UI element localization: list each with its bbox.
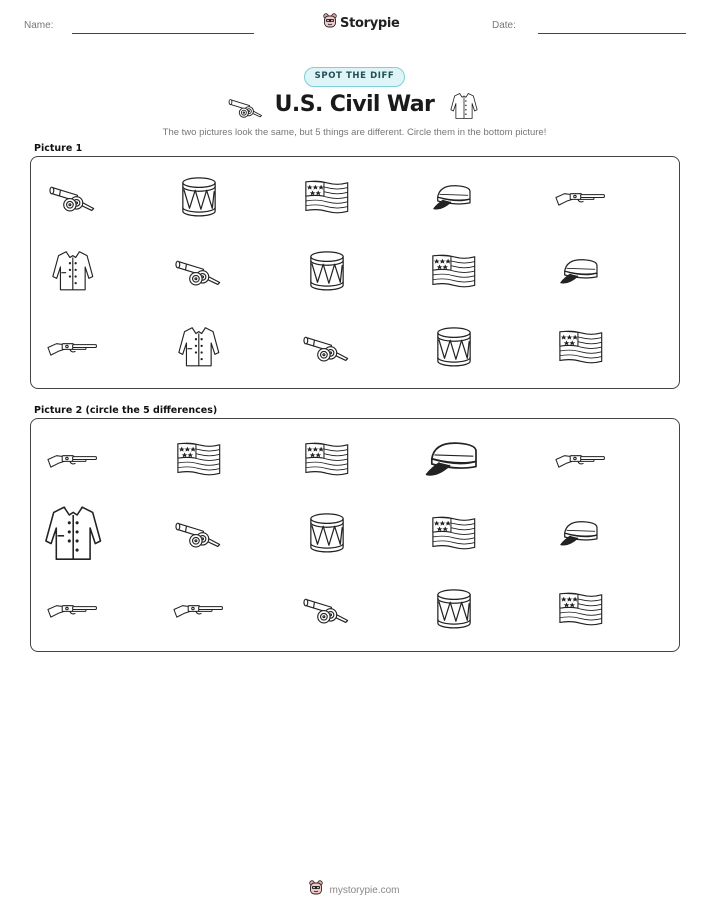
jacket-icon bbox=[176, 324, 222, 370]
flag-icon[interactable] bbox=[176, 442, 222, 476]
page-title: U.S. Civil War bbox=[274, 92, 435, 117]
rifle-icon bbox=[47, 338, 98, 357]
picture-1-panel bbox=[30, 156, 680, 389]
picture-1-label: Picture 1 bbox=[34, 143, 83, 154]
jacket-icon[interactable] bbox=[42, 502, 104, 564]
rifle-icon[interactable] bbox=[555, 450, 606, 469]
drum-icon[interactable] bbox=[308, 512, 346, 554]
date-label: Date: bbox=[492, 20, 516, 31]
footer-url[interactable]: mystorypie.com bbox=[329, 884, 400, 896]
rifle-icon[interactable] bbox=[173, 600, 224, 619]
rifle-icon bbox=[555, 188, 606, 207]
flag-icon[interactable] bbox=[558, 592, 604, 626]
cannon-icon[interactable] bbox=[175, 517, 223, 549]
cap-icon bbox=[432, 182, 476, 212]
storypie-mascot-icon bbox=[323, 13, 337, 33]
rifle-icon[interactable] bbox=[47, 600, 98, 619]
rifle-icon[interactable] bbox=[47, 450, 98, 469]
brand-logo bbox=[323, 13, 400, 33]
instructions-text: The two pictures look the same, but 5 things are different. Circle them in the bottom picture! bbox=[162, 127, 547, 138]
cap-icon[interactable] bbox=[424, 438, 484, 480]
flag-icon[interactable] bbox=[431, 516, 477, 550]
drum-icon bbox=[435, 326, 473, 368]
brand-name: Storypie bbox=[340, 15, 400, 31]
cannon-icon bbox=[303, 331, 351, 363]
drum-icon bbox=[308, 250, 346, 292]
spot-the-diff-badge: SPOT THE DIFF bbox=[304, 67, 405, 87]
flag-icon[interactable] bbox=[304, 442, 350, 476]
footer bbox=[0, 880, 709, 900]
cannon-icon bbox=[49, 181, 97, 213]
drum-icon bbox=[180, 176, 218, 218]
storypie-mascot-icon bbox=[309, 880, 323, 900]
flag-icon bbox=[304, 180, 350, 214]
flag-icon bbox=[431, 254, 477, 288]
jacket-icon bbox=[449, 91, 479, 125]
cannon-icon[interactable] bbox=[303, 593, 351, 625]
picture-2-panel[interactable] bbox=[30, 418, 680, 652]
flag-icon bbox=[558, 330, 604, 364]
jacket-icon bbox=[50, 248, 96, 294]
date-line[interactable] bbox=[538, 33, 686, 34]
name-label: Name: bbox=[24, 20, 54, 31]
picture-2-label: Picture 2 (circle the 5 differences) bbox=[34, 405, 218, 416]
cap-icon bbox=[559, 256, 603, 286]
cannon-icon bbox=[175, 255, 223, 287]
cap-icon[interactable] bbox=[559, 518, 603, 548]
name-line[interactable] bbox=[72, 33, 254, 34]
drum-icon[interactable] bbox=[435, 588, 473, 630]
